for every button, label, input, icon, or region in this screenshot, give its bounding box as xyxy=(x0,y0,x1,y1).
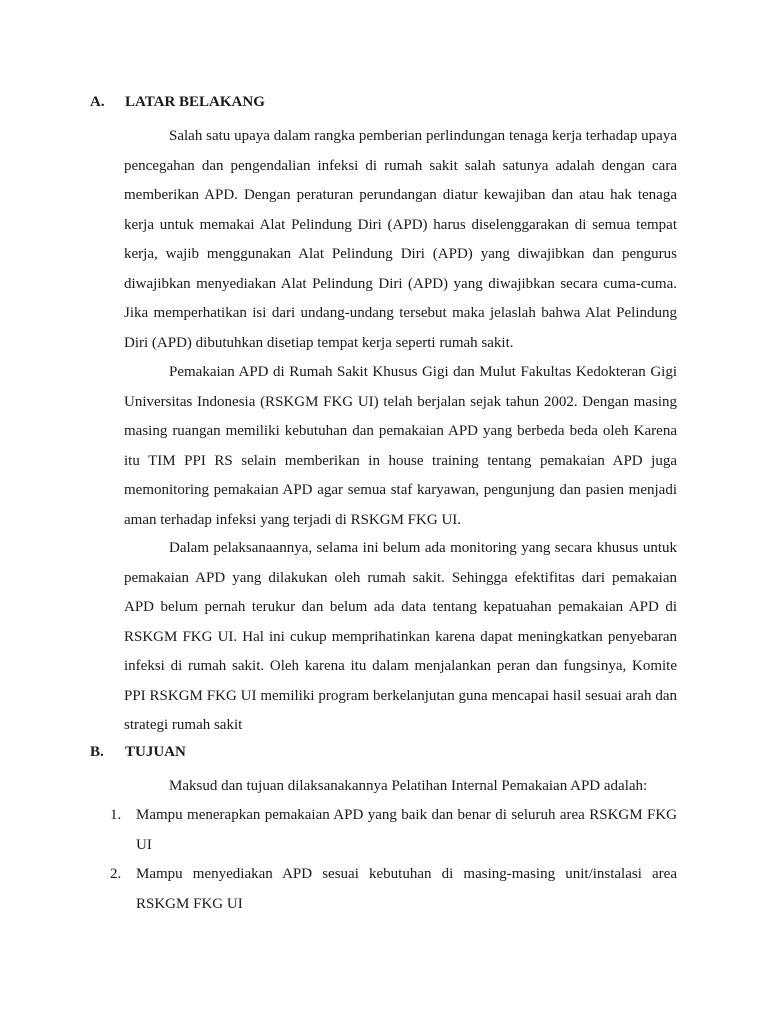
section-a-heading xyxy=(90,92,265,112)
section-a-paragraph-1: Salah satu upaya dalam rangka pemberian perlindungan tenaga kerja terhadap upaya pencegahan dan pengendalian infeksi di rumah sakit salah satunya adalah dengan cara memberikan APD. Dengan peraturan perundangan diatur kewajiban dan atau hak tenaga kerja untuk memakai Alat Pelindung Diri (APD) harus diselenggarakan di semua tempat kerja, wajib menggunakan Alat Pelindung Diri (APD) yang diwajibkan dan pengurus diwajibkan menyediakan Alat Pelindung Diri (APD) yang diwajibkan secara cuma-cuma. Jika memperhatikan isi dari undang-undang tersebut maka jelaslah bahwa Alat Pelindung Diri (APD) dibutuhkan disetiap tempat kerja seperti rumah sakit. xyxy=(124,128,677,351)
section-a-letter: A. xyxy=(90,94,105,110)
section-a-paragraph-2: Pemakaian APD di Rumah Sakit Khusus Gigi dan Mulut Fakultas Kedokteran Gigi Universitas Indonesia (RSKGM FKG UI) telah berjalan sejak tahun 2002. Dengan masing masing ruangan memiliki kebutuhan dan pemakaian APD yang berbeda beda oleh Karena itu TIM PPI RS selain memberikan in house training tentang pemakaian APD juga memonitoring pemakaian APD agar semua staf karyawan, pengunjung dan pasien menjadi aman terhadap infeksi yang terjadi di RSKGM FKG UI. xyxy=(124,364,677,528)
list-item xyxy=(110,860,677,919)
list-item-text: Mampu menyediakan APD sesuai kebutuhan di masing-masing unit/instalasi area RSKGM FKG UI xyxy=(136,866,677,912)
section-a-title: LATAR BELAKANG xyxy=(125,94,265,110)
list-item-number: 2. xyxy=(110,866,122,882)
section-a-paragraph-3: Dalam pelaksanaannya, selama ini belum ada monitoring yang secara khusus untuk pemakaian APD yang dilakukan oleh rumah sakit. Sehingga efektifitas dari pemakaian APD belum pernah terukur dan belum ada data tentang kepatuahan pemakaian APD di RSKGM FKG UI. Hal ini cukup memprihatinkan karena dapat meningkatkan penyebaran infeksi di rumah sakit. Oleh karena itu dalam menjalankan peran dan fungsinya, Komite PPI RSKGM FKG UI memiliki program berkelanjutan guna mencapai hasil sesuai arah dan strategi rumah sakit xyxy=(124,540,677,733)
objectives-list xyxy=(110,801,677,919)
section-b-intro: Maksud dan tujuan dilaksanakannya Pelatihan Internal Pemakaian APD adalah: xyxy=(169,778,648,794)
section-b-heading xyxy=(90,742,186,762)
list-item xyxy=(110,801,677,860)
list-item-number: 1. xyxy=(110,807,122,823)
list-item-text: Mampu menerapkan pemakaian APD yang baik dan benar di seluruh area RSKGM FKG UI xyxy=(136,807,677,853)
section-b-title: TUJUAN xyxy=(125,744,186,760)
section-b-letter: B. xyxy=(90,744,104,760)
